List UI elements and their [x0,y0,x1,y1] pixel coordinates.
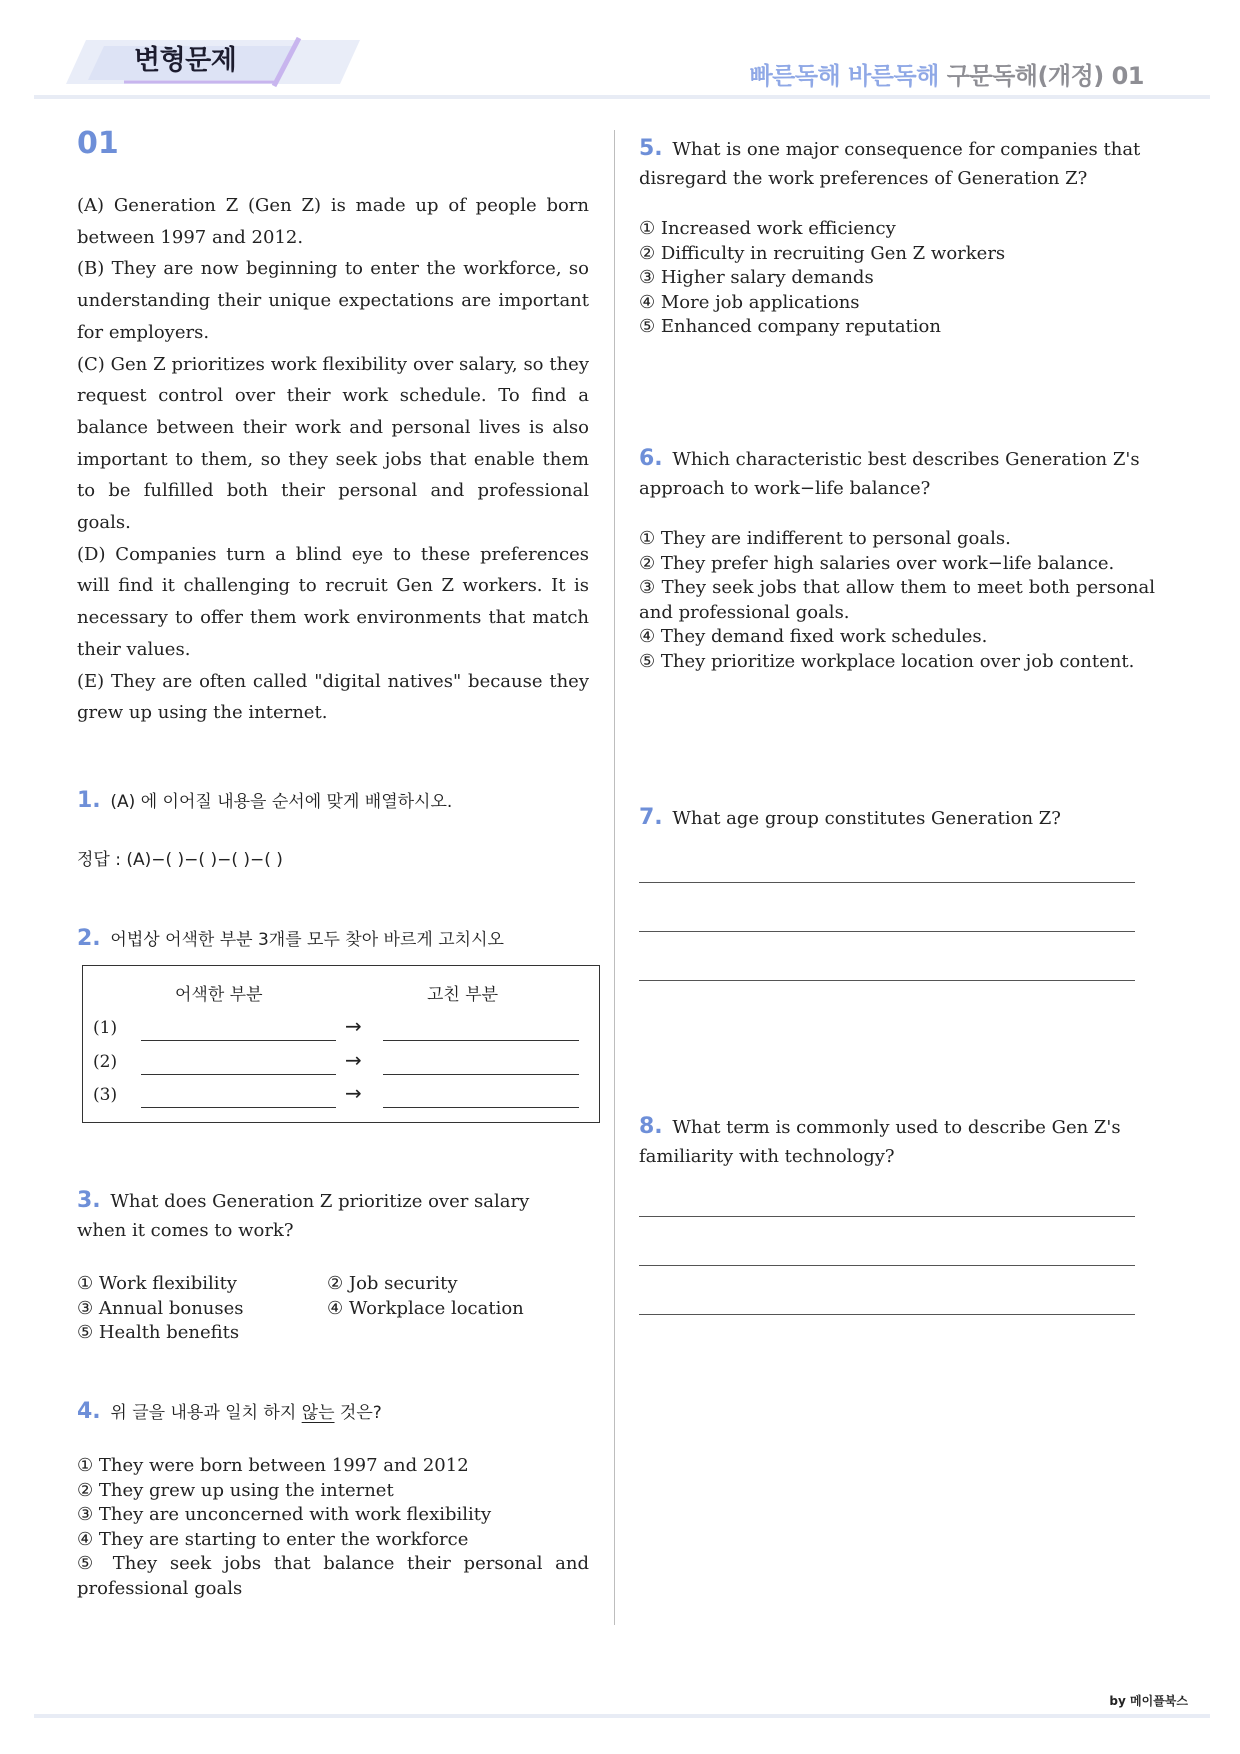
passage-paragraph-c: (C) Gen Z prioritizes work flexibility over salary, so they request control over their work schedule. To find a balance between their work and personal lives is also important to them, so they seek jobs that enable them to be fulfilled both their personal and professional goals. [77,353,589,534]
option-5[interactable]: ⑤ They seek jobs that balance their personal and professional goals [77,1553,589,1599]
option-4[interactable]: ④ They demand fixed work schedules. [639,626,988,647]
question-4 [77,1397,382,1428]
question-6 [639,444,1141,503]
series-part2: 바른독해 [848,62,939,90]
option-5[interactable]: ⑤ Health benefits [77,1322,240,1343]
question-text-underlined: 않는 [301,1403,335,1423]
question-number: 3. [77,1188,101,1213]
question-5 [639,134,1141,193]
option-1[interactable]: ① Increased work efficiency [639,218,896,239]
question-text: What does Generation Z prioritize over salary when it comes to work? [77,1191,530,1241]
arrow-icon: → [345,1014,362,1038]
row-label: (3) [93,1085,118,1105]
option-1[interactable]: ① Work flexibility [77,1273,237,1294]
question-number: 6. [639,446,663,471]
answer-blank-fixed-2[interactable] [383,1074,579,1075]
column-divider [614,130,615,1625]
q6-options [639,527,1155,674]
option-2[interactable]: ② They grew up using the internet [77,1479,394,1501]
question-1 [77,786,452,817]
column-header-fixed: 고친 부분 [427,985,499,1005]
question-number: 2. [77,926,101,951]
option-4[interactable]: ④ They are starting to enter the workforce [77,1528,469,1550]
option-1[interactable]: ① They were born between 1997 and 2012 [77,1455,469,1476]
arrow-icon: → [345,1081,362,1105]
passage-paragraph-e: (E) They are often called "digital natives" because they grew up using the internet. [77,670,589,724]
question-number: 5. [639,136,663,161]
series-part1: 빠른독해 [749,62,841,90]
question-7 [639,803,1141,833]
option-3[interactable]: ③ They seek jobs that allow them to meet both personal and professional goals. [639,577,1155,623]
footer-publisher: 메이플북스 [1130,1694,1188,1708]
question-text: Which characteristic best describes Generation Z's approach to work−life balance? [639,449,1140,499]
page-number: 01 [77,126,119,161]
option-3[interactable]: ③ They are unconcerned with work flexibility [77,1504,492,1525]
question-text-after: 것은? [334,1403,382,1423]
question-number: 7. [639,805,663,830]
answer-line-1[interactable] [639,882,1135,883]
header-badge-title: 변형문제 [134,45,237,76]
footer-credit [1109,1692,1188,1709]
question-number: 4. [77,1399,101,1424]
question-text-before: 위 글을 내용과 일치 하지 [110,1403,302,1423]
question-text: What age group constitutes Generation Z? [672,808,1061,829]
footer-by: by [1109,1694,1126,1708]
passage-paragraph-a: (A) Generation Z (Gen Z) is made up of people born between 1997 and 2012. [77,195,589,248]
answer-blank-fixed-3[interactable] [383,1107,579,1108]
passage-paragraph-b: (B) They are now beginning to enter the workforce, so understanding their unique expectations are important for employers. [77,258,589,343]
question-2 [77,924,504,955]
q5-options [639,217,1159,340]
footer-rule [34,1714,1210,1718]
option-4[interactable]: ④ Workplace location [327,1297,524,1319]
option-2[interactable]: ② They prefer high salaries over work−life balance. [639,552,1115,574]
answer-line-3[interactable] [639,1314,1135,1315]
answer-line-3[interactable] [639,980,1135,981]
answer-blank-wrong-1[interactable] [141,1040,336,1041]
column-header-wrong: 어색한 부분 [175,985,263,1005]
answer-blank-wrong-2[interactable] [141,1074,336,1075]
question-text: 어법상 어색한 부분 3개를 모두 찾아 바르게 고치시오 [110,930,504,950]
row-label: (2) [93,1052,118,1072]
option-2[interactable]: ② Difficulty in recruiting Gen Z workers [639,242,1006,264]
answer-line-2[interactable] [639,1265,1135,1266]
option-3[interactable]: ③ Higher salary demands [639,267,874,288]
option-3[interactable]: ③ Annual bonuses [77,1297,244,1319]
header-series-title [749,56,1144,91]
question-number: 1. [77,788,101,813]
passage-paragraph-d: (D) Companies turn a blind eye to these preferences will find it challenging to recruit Gen Z workers. It is necessary to offer them work environments that match their values. [77,543,589,660]
q1-answer-line[interactable]: 정답 : (A)−( )−( )−( )−( ) [77,850,283,870]
question-text: What term is commonly used to describe Gen Z's familiarity with technology? [639,1117,1121,1167]
q4-options [77,1454,589,1601]
row-label: (1) [93,1018,118,1038]
q3-options [77,1272,597,1346]
reading-passage [77,190,589,729]
answer-blank-fixed-1[interactable] [383,1040,579,1041]
arrow-icon: → [345,1048,362,1072]
option-2[interactable]: ② Job security [327,1273,458,1294]
answer-line-2[interactable] [639,931,1135,932]
question-8 [639,1112,1141,1171]
series-part3: 구문독해(개정) 01 [946,62,1144,90]
option-1[interactable]: ① They are indifferent to personal goals. [639,528,1011,549]
question-text: What is one major consequence for companies that disregard the work preferences of Generation Z? [639,139,1141,189]
correction-table [82,965,600,1123]
option-5[interactable]: ⑤ Enhanced company reputation [639,316,941,337]
question-number: 8. [639,1114,663,1139]
header-rule [34,95,1210,99]
question-text: (A) 에 이어질 내용을 순서에 맞게 배열하시오. [110,792,453,812]
option-4[interactable]: ④ More job applications [639,291,860,313]
option-5[interactable]: ⑤ They prioritize workplace location over job content. [639,650,1135,672]
answer-blank-wrong-3[interactable] [141,1107,336,1108]
question-3 [77,1186,577,1245]
answer-line-1[interactable] [639,1216,1135,1217]
